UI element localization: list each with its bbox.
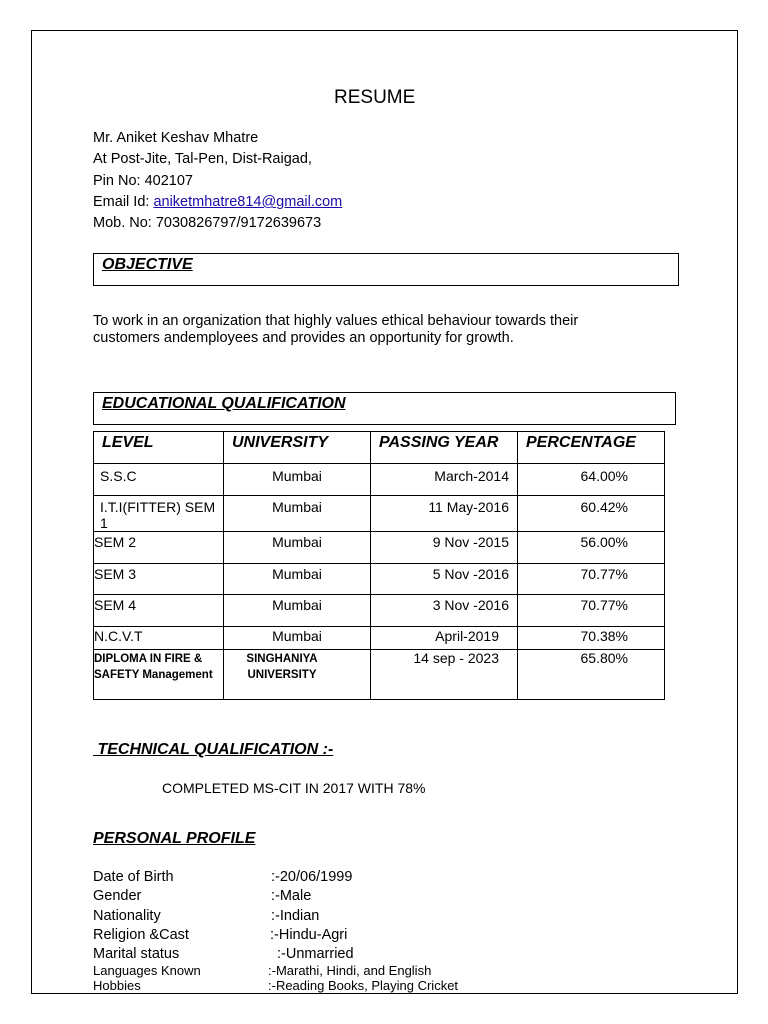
cell-percentage: 70.77% xyxy=(518,564,665,595)
contact-name: Mr. Aniket Keshav Mhatre xyxy=(93,130,259,146)
technical-text: COMPLETED MS-CIT IN 2017 WITH 78% xyxy=(162,780,426,796)
cell-level: SEM 2 xyxy=(94,532,224,564)
objective-header-box xyxy=(93,253,679,286)
email-label: Email Id: xyxy=(93,194,154,210)
profile-value-gender: :-Male xyxy=(271,888,312,904)
profile-value-dob: :-20/06/1999 xyxy=(271,869,353,885)
column-header-university: UNIVERSITY xyxy=(224,432,371,464)
cell-level: N.C.V.T xyxy=(94,627,224,650)
cell-level: SEM 3 xyxy=(94,564,224,595)
profile-label-nationality: Nationality xyxy=(93,908,161,924)
profile-label-dob: Date of Birth xyxy=(93,869,174,885)
cell-university: Mumbai xyxy=(224,464,371,496)
cell-level: S.S.C xyxy=(94,464,224,496)
objective-heading: OBJECTIVE xyxy=(102,256,193,273)
table-row xyxy=(94,496,665,532)
cell-percentage: 70.77% xyxy=(518,595,665,627)
objective-text-line-2: customers andemployees and provides an opportunity for growth. xyxy=(93,330,514,346)
profile-value-religion: :-Hindu-Agri xyxy=(270,927,348,943)
cell-university: Mumbai xyxy=(224,532,371,564)
cell-level: DIPLOMA IN FIRE & SAFETY Management xyxy=(94,650,224,700)
personal-heading: PERSONAL PROFILE xyxy=(93,830,256,847)
objective-text-line-1: To work in an organization that highly values ethical behaviour towards their xyxy=(93,313,579,329)
profile-value-marital-status: :-Unmarried xyxy=(277,946,354,962)
cell-year: 9 Nov -2015 xyxy=(371,532,518,564)
profile-value-nationality: :-Indian xyxy=(271,908,320,924)
contact-mobile: Mob. No: 7030826797/9172639673 xyxy=(93,215,322,231)
contact-pin: Pin No: 402107 xyxy=(93,173,193,189)
cell-university: Mumbai xyxy=(224,496,371,532)
cell-percentage: 70.38% xyxy=(518,627,665,650)
cell-percentage: 64.00% xyxy=(518,464,665,496)
cell-university: Mumbai xyxy=(224,627,371,650)
profile-label-hobbies: Hobbies xyxy=(93,978,141,993)
table-row xyxy=(94,464,665,496)
profile-label-marital-status: Marital status xyxy=(93,946,180,962)
table-row xyxy=(94,564,665,595)
table-row xyxy=(94,650,665,700)
education-header-box xyxy=(93,392,676,425)
email-link[interactable]: aniketmhatre814@gmail.com xyxy=(153,194,343,210)
cell-year: April-2019 xyxy=(371,627,518,650)
education-table xyxy=(93,431,665,700)
cell-university: SINGHANIYA UNIVERSITY xyxy=(224,650,371,700)
profile-value-hobbies: :-Reading Books, Playing Cricket xyxy=(268,978,459,993)
contact-email-line xyxy=(93,194,342,210)
cell-university: Mumbai xyxy=(224,564,371,595)
column-header-passing-year: PASSING YEAR xyxy=(371,432,518,464)
column-header-percentage: PERCENTAGE xyxy=(518,432,665,464)
cell-level: I.T.I(FITTER) SEM 1 xyxy=(94,496,224,532)
profile-label-religion: Religion &Cast xyxy=(93,927,189,943)
technical-heading: TECHNICAL QUALIFICATION :- xyxy=(93,741,334,758)
education-heading: EDUCATIONAL QUALIFICATION xyxy=(102,395,346,412)
cell-year: 3 Nov -2016 xyxy=(371,595,518,627)
profile-label-gender: Gender xyxy=(93,888,142,904)
cell-level: SEM 4 xyxy=(94,595,224,627)
table-row xyxy=(94,532,665,564)
cell-university: Mumbai xyxy=(224,595,371,627)
cell-percentage: 60.42% xyxy=(518,496,665,532)
column-header-level: LEVEL xyxy=(94,432,224,464)
contact-address: At Post-Jite, Tal-Pen, Dist-Raigad, xyxy=(93,151,312,167)
profile-value-languages: :-Marathi, Hindi, and English xyxy=(268,963,432,978)
table-header-row xyxy=(94,432,665,464)
cell-percentage: 56.00% xyxy=(518,532,665,564)
table-row xyxy=(94,627,665,650)
resume-title: RESUME xyxy=(334,87,416,108)
cell-year: 14 sep - 2023 xyxy=(371,650,518,700)
cell-year: March-2014 xyxy=(371,464,518,496)
cell-percentage: 65.80% xyxy=(518,650,665,700)
table-row xyxy=(94,595,665,627)
profile-label-languages: Languages Known xyxy=(93,963,201,978)
cell-year: 5 Nov -2016 xyxy=(371,564,518,595)
cell-year: 11 May-2016 xyxy=(371,496,518,532)
